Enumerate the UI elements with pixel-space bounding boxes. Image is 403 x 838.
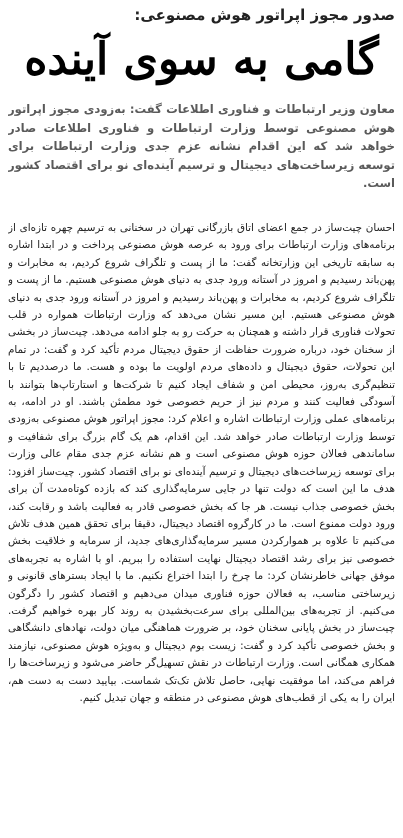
article-body: احسان چیت‌ساز در جمع اعضای اتاق بازرگانی تهران در سخنانی به ترسیم چهره تازه‌ای از برنامه‌های وزارت ارتباطات برای ورود به عرصه هوش مصنوعی پرداخت و در ابتدا اشاره به سابقه تاریخی این وزارتخانه گفت: ما از پست و تلگراف شروع کردیم، به مخابرات و پهن‌باند رسیدیم و امروز در آستانه ورود جدی به دنیای هوش مصنوعی هستیم. ما از پست و تلگراف شروع کردیم، به مخابرات و پهن‌باند رسیدیم و امروز در آستانه ورود جدی به دنیای هوش مصنوعی هستیم. این مسیر نشان می‌دهد که وزارت ارتباطات همواره در قلب تحولات فناوری قرار داشته و همچنان به حرکت رو به جلو ادامه می‌دهد. چیت‌ساز در بخشی از سخنان خود، درباره ضرورت حفاظت از حقوق دیجیتال مردم تأکید کرد و گفت: در تمام این تحولات، حقوق دیجیتال و داده‌های مردم اولویت ما بوده و هست. ما درصددیم تا با تنظیم‌گری به‌روز، محیطی امن و شفاف ایجاد کنیم تا شرکت‌ها و استارتاپ‌ها بتوانند با آسودگی فعالیت کنند و مردم نیز از حریم خصوصی خود مطمئن باشند. او در ادامه، به برنامه‌های عملی وزارت ارتباطات اشاره و اعلام کرد: مجوز اپراتور هوش مصنوعی به‌زودی توسط وزارت ارتباطات صادر خواهد شد. این اقدام، هم یک گام بزرگ برای شفافیت و ساماندهی فعالان حوزه هوش مصنوعی است و هم نشانه عزم جدی مقام عالی وزارت برای توسعه زیرساخت‌های دیجیتال و ترسیم آینده‌ای نو برای اقتصاد کشور. چیت‌ساز افزود: هدف ما این است که دولت تنها در جایی سرمایه‌گذاری کند که بازده کوتاه‌مدت آن برای بخش خصوصی جذاب نیست. هر جا که بخش خصوصی قادر به فعالیت باشد و رقابت کند، ورود دولت ممنوع است. ما در کارگروه اقتصاد دیجیتال، دقیقا برای تحقق همین هدف تلاش می‌کنیم تا علاوه بر هموارکردن مسیر سرمایه‌گذاری‌های جدید، از سرمایه و خلاقیت بخش خصوصی نیز برای رشد اقتصاد دیجیتال نهایت استفاده را ببریم. او با اشاره به تجربه‌های موفق جهانی خاطرنشان کرد: ما چرخ را ابتدا اختراع نکنیم. ما با ایجاد بسترهای قانونی و زیرساختی مناسب، به فعالان حوزه فناوری میدان می‌دهیم و اقتصاد کشور را دگرگون می‌کنیم. از تجربه‌های بین‌المللی برای سرعت‌بخشیدن به روند کار بهره خواهیم گرفت. چیت‌ساز در بخش پایانی سخنان خود، بر ضرورت هماهنگی میان دولت، نهادهای دانشگاهی و بخش خصوصی تأکید کرد و گفت: زیست بوم دیجیتال و به‌ویژه هوش مصنوعی، نیازمند همکاری همگانی است. وزارت ارتباطات در نقش تسهیل‌گر حاضر می‌شود و زیرساخت‌ها را فراهم می‌کند، اما موفقیت نهایی، حاصل تلاش تک‌تک شماست. بیایید دست به دست هم، ایران را به یکی از قطب‌های هوش مصنوعی در منطقه و جهان تبدیل کنیم. — [8, 222, 395, 704]
article-headline: گامی به سوی آینده — [24, 34, 379, 85]
article-kicker: صدور مجوز اپراتور هوش مصنوعی: — [134, 6, 395, 24]
article-lead: معاون وزیر ارتباطات و فناوری اطلاعات گفت: به‌زودی مجوز اپراتور هوش مصنوعی توسط وزارت ارتباطات و فناوری اطلاعات صادر خواهد شد که این اقدام نشانه عزم جدی وزارت ارتباطات برای توسعه زیرساخت‌های دیجیتال و ترسیم آینده‌ای نو برای اقتصاد کشور است. — [8, 102, 395, 191]
